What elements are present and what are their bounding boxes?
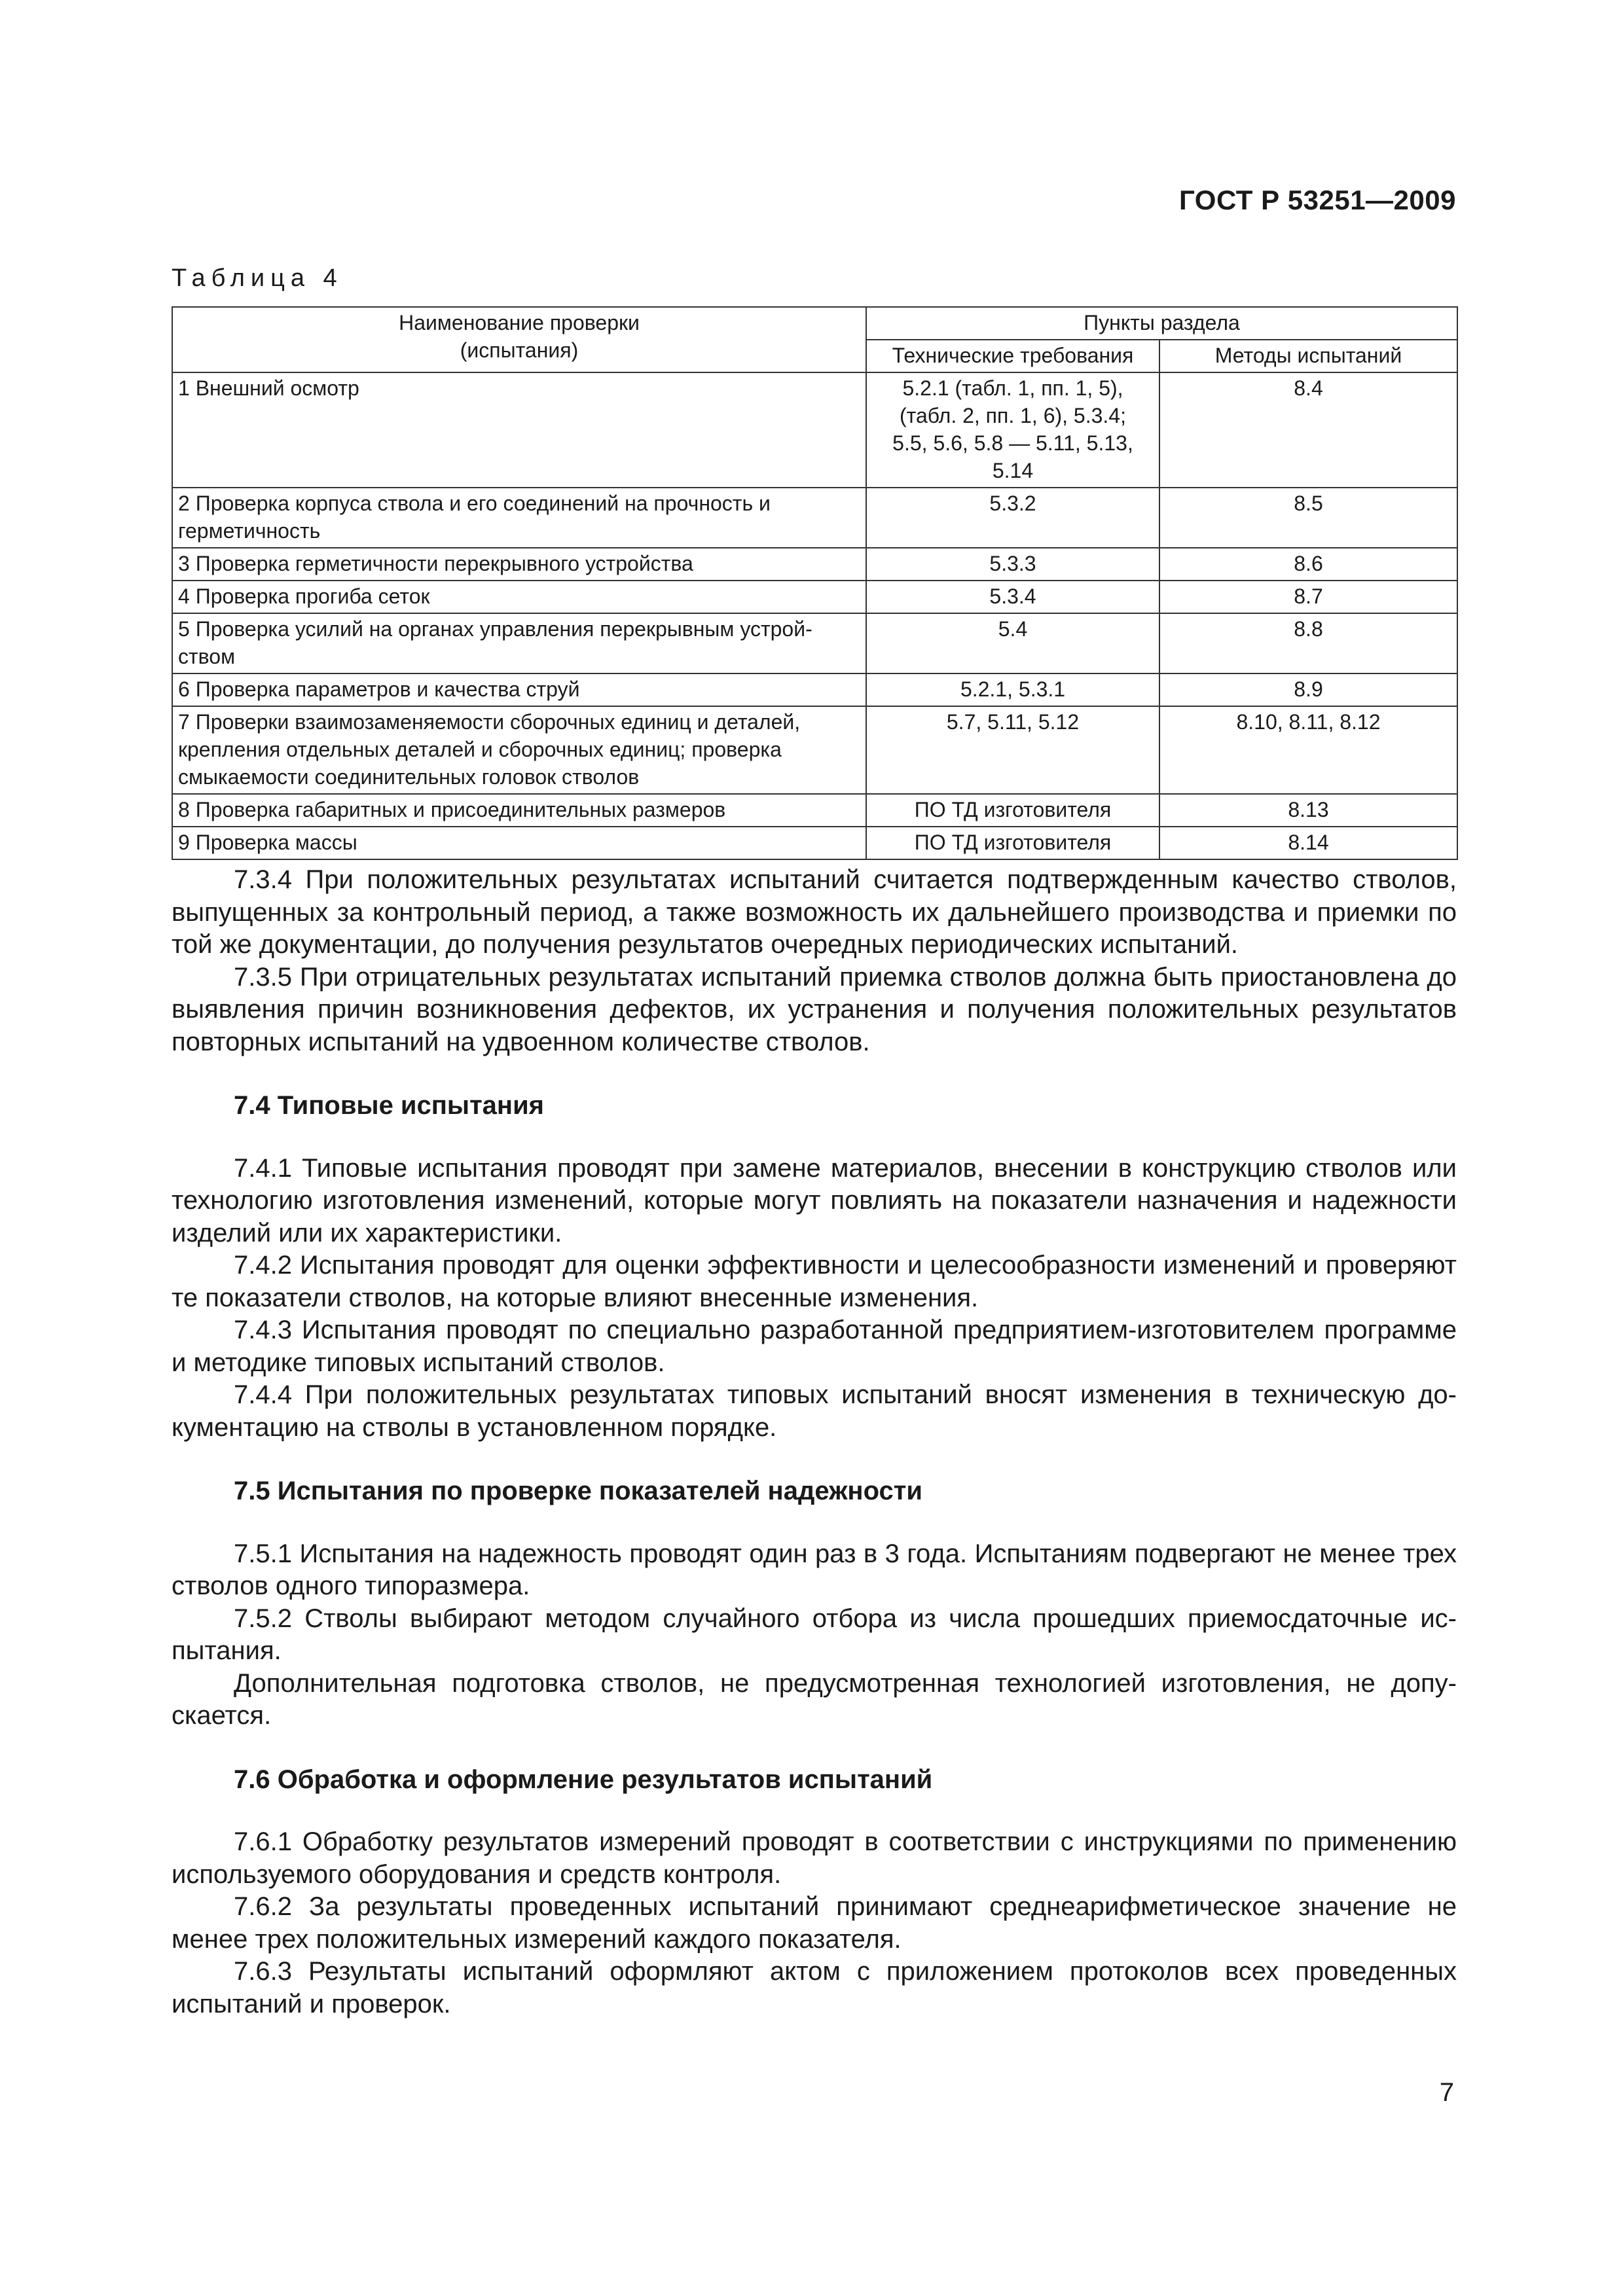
page-number: 7 bbox=[1439, 2078, 1454, 2107]
table-row bbox=[172, 581, 1457, 613]
paragraph-7-4-2: 7.4.2 Испытания проводят для оценки эффективности и целесообразности изменений и проверяют те показатели стволов, на которые влияют внесенные изменения. bbox=[172, 1251, 1457, 1312]
tech-requirements: 5.2.1, 5.3.1 bbox=[866, 673, 1159, 706]
test-methods: 8.14 bbox=[1159, 827, 1457, 859]
test-methods: 8.9 bbox=[1159, 673, 1457, 706]
paragraph-7-6-2: 7.6.2 За результаты проведенных испытаний принимают среднеарифметическое значение не менее трех положительных измерений каждого показателя. bbox=[172, 1892, 1457, 1954]
check-name: 8 Проверка габаритных и присоединительных размеров bbox=[172, 794, 866, 827]
header-test-methods: Методы испытаний bbox=[1159, 340, 1457, 372]
paragraph-7-3-4: 7.3.4 При положительных результатах испытаний считается подтвержденным качество стволов, выпущенных за контрольный период, а также возможность их дальнейшего производства и приемки по той же документации, до получения результатов очередных периодических испытаний. bbox=[172, 865, 1457, 959]
check-name: 1 Внешний осмотр bbox=[172, 372, 866, 488]
table-row bbox=[172, 548, 1457, 581]
tech-requirements: 5.2.1 (табл. 1, пп. 1, 5), (табл. 2, пп. 1, 6), 5.3.4; 5.5, 5.6, 5.8 — 5.11, 5.13, 5.14 bbox=[866, 372, 1159, 488]
checks-table bbox=[172, 306, 1458, 860]
test-methods: 8.7 bbox=[1159, 581, 1457, 613]
tech-requirements: 5.3.4 bbox=[866, 581, 1159, 613]
check-name: 3 Проверка герметичности перекрывного устройства bbox=[172, 548, 866, 581]
test-methods: 8.10, 8.11, 8.12 bbox=[1159, 706, 1457, 794]
check-name: 2 Проверка корпуса ствола и его соединений на прочность и герметичность bbox=[172, 488, 866, 548]
check-name: 9 Проверка массы bbox=[172, 827, 866, 859]
paragraph-7-5-2: 7.5.2 Стволы выбирают методом случайного отбора из числа прошедших приемосдаточные испытания. bbox=[172, 1604, 1457, 1665]
heading-7-6: 7.6 Обработка и оформление результатов испытаний bbox=[234, 1765, 933, 1794]
table-row bbox=[172, 706, 1457, 794]
test-methods: 8.8 bbox=[1159, 613, 1457, 673]
paragraph-7-5-2-continued: Дополнительная подготовка стволов, не предусмотренная технологией изготовления, не допускается. bbox=[172, 1668, 1457, 1730]
check-name: 6 Проверка параметров и качества струй bbox=[172, 673, 866, 706]
header-check-name: Наименование проверки (испытания) bbox=[172, 307, 866, 372]
paragraph-7-6-1: 7.6.1 Обработку результатов измерений проводят в соответствии с инструкциями по применению используемого оборудования и средств контроля. bbox=[172, 1827, 1457, 1889]
test-methods: 8.6 bbox=[1159, 548, 1457, 581]
table-row bbox=[172, 488, 1457, 548]
paragraph-7-4-4: 7.4.4 При положительных результатах типовых испытаний вносят изменения в техническую документацию на стволы в установленном порядке. bbox=[172, 1380, 1457, 1442]
header-section-items: Пункты раздела bbox=[866, 307, 1457, 340]
tech-requirements: 5.4 bbox=[866, 613, 1159, 673]
table-row bbox=[172, 673, 1457, 706]
table-caption: Таблица 4 bbox=[172, 264, 343, 292]
check-name: 5 Проверка усилий на органах управления перекрывным устройством bbox=[172, 613, 866, 673]
header-tech-requirements: Технические требования bbox=[866, 340, 1159, 372]
test-methods: 8.4 bbox=[1159, 372, 1457, 488]
paragraph-7-5-1: 7.5.1 Испытания на надежность проводят один раз в 3 года. Испытаниям подвергают не менее трех стволов одного типоразмера. bbox=[172, 1539, 1457, 1600]
table-row bbox=[172, 372, 1457, 488]
table-row bbox=[172, 613, 1457, 673]
table-row bbox=[172, 794, 1457, 827]
paragraph-7-3-5: 7.3.5 При отрицательных результатах испытаний приемка стволов должна быть приостановлена до выявления причин возникновения дефектов, их устранения и получения положительных результатов повторных испытаний на удвоенном количестве стволов. bbox=[172, 962, 1457, 1056]
tech-requirements: ПО ТД изготовителя bbox=[866, 794, 1159, 827]
test-methods: 8.5 bbox=[1159, 488, 1457, 548]
table-header-row bbox=[172, 307, 1457, 340]
tech-requirements: 5.7, 5.11, 5.12 bbox=[866, 706, 1159, 794]
standard-id: ГОСТ Р 53251—2009 bbox=[1179, 185, 1456, 215]
table-row bbox=[172, 827, 1457, 859]
paragraph-7-6-3: 7.6.3 Результаты испытаний оформляют актом с приложением протоколов всех проведенных испытаний и проверок. bbox=[172, 1957, 1457, 2018]
heading-7-4: 7.4 Типовые испытания bbox=[234, 1091, 545, 1120]
check-name: 4 Проверка прогиба сеток bbox=[172, 581, 866, 613]
body-text bbox=[172, 864, 1457, 2020]
paragraph-7-4-3: 7.4.3 Испытания проводят по специально разработанной предприятием-изготовителем программе и методике типовых испытаний стволов. bbox=[172, 1316, 1457, 1377]
tech-requirements: 5.3.3 bbox=[866, 548, 1159, 581]
tech-requirements: ПО ТД изготовителя bbox=[866, 827, 1159, 859]
test-methods: 8.13 bbox=[1159, 794, 1457, 827]
paragraph-7-4-1: 7.4.1 Типовые испытания проводят при замене материалов, внесении в конструкцию стволов или технологию изготовления изменений, которые могут повлиять на показатели назначения и надежности изделий или их характеристики. bbox=[172, 1153, 1457, 1247]
heading-7-5: 7.5 Испытания по проверке показателей надежности bbox=[234, 1477, 922, 1505]
tech-requirements: 5.3.2 bbox=[866, 488, 1159, 548]
check-name: 7 Проверки взаимозаменяемости сборочных единиц и деталей, крепления отдельных деталей и сборочных единиц; проверка смыкаемости соединительных головок стволов bbox=[172, 706, 866, 794]
